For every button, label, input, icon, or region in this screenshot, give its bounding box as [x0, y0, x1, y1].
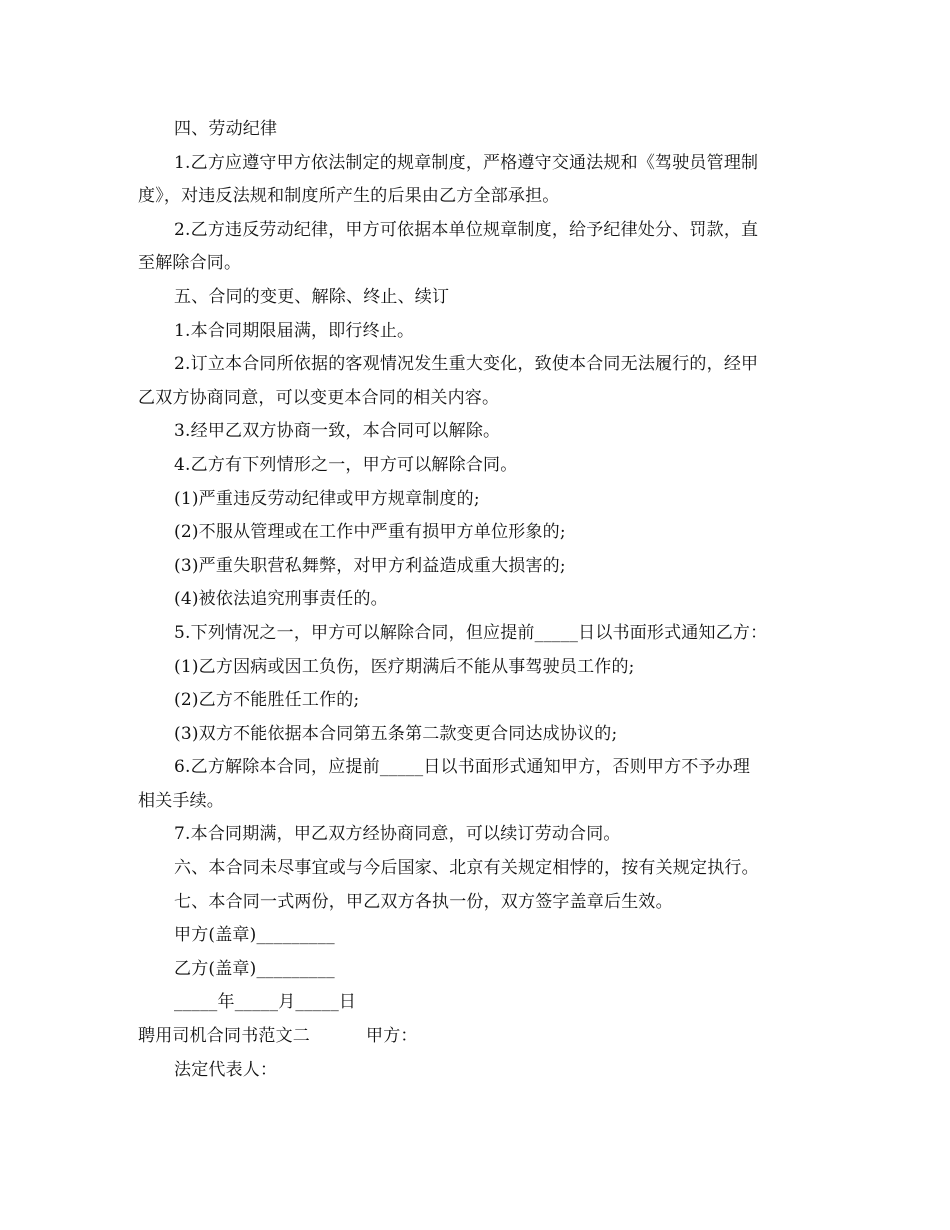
text-line: 五、合同的变更、解除、终止、续订 — [174, 286, 450, 307]
legal-rep-line: 法定代表人： — [174, 1059, 278, 1080]
text-line: 甲方(盖章)_________ — [174, 925, 335, 946]
document-body — [138, 113, 818, 1020]
text-line: (3)双方不能依据本合同第五条第二款变更合同达成协议的; — [174, 723, 618, 744]
text-line: 5.下列情况之一，甲方可以解除合同，但应提前_____日以书面形式通知乙方： — [174, 622, 768, 643]
text-line: 乙双方协商同意，可以变更本合同的相关内容。 — [138, 387, 500, 408]
text-line: 6.乙方解除本合同，应提前_____日以书面形式通知甲方，否则甲方不予办理 — [174, 757, 751, 778]
text-line: 4.乙方有下列情形之一，甲方可以解除合同。 — [174, 454, 518, 475]
title-line — [138, 1020, 818, 1054]
text-line: 3.经甲乙双方协商一致，本合同可以解除。 — [174, 421, 501, 442]
text-line: 四、劳动纪律 — [174, 119, 278, 139]
text-line: (3)严重失职营私舞弊，对甲方利益造成重大损害的; — [174, 555, 566, 576]
text-line: (2)不服从管理或在工作中严重有损甲方单位形象的; — [174, 522, 566, 543]
text-line: 1.本合同期限届满，即行终止。 — [174, 320, 415, 341]
text-line: 1.乙方应遵守甲方依法制定的规章制度，严格遵守交通法规和《驾驶员管理制 — [174, 152, 759, 173]
text-line: (2)乙方不能胜任工作的; — [174, 690, 360, 711]
text-line: (1)严重违反劳动纪律或甲方规章制度的; — [174, 488, 480, 509]
text-line: 7.本合同期满，甲乙双方经协商同意，可以续订劳动合同。 — [174, 824, 621, 845]
document-page — [138, 113, 818, 1087]
text-line: (4)被依法追究刑事责任的。 — [174, 589, 388, 610]
text-line: 2.乙方违反劳动纪律，甲方可依据本单位规章制度，给予纪律处分、罚款，直 — [174, 219, 759, 240]
text-line: 度》，对违反法规和制度所产生的后果由乙方全部承担。 — [138, 186, 560, 207]
text-line: 相关手续。 — [138, 790, 224, 811]
text-line: 2.订立本合同所依据的客观情况发生重大变化，致使本合同无法履行的，经甲 — [174, 354, 759, 375]
text-line: 七、本合同一式两份，甲乙双方各执一份，双方签字盖章后生效。 — [174, 891, 673, 912]
text-line: _____年_____月_____日 — [174, 992, 357, 1013]
party-a-label: 甲方： — [366, 1026, 418, 1047]
text-line: (1)乙方因病或因工负伤，医疗期满后不能从事驾驶员工作的; — [174, 656, 635, 677]
text-line: 至解除合同。 — [138, 253, 242, 274]
text-line: 六、本合同未尽事宜或与今后国家、北京有关规定相悖的，按有关规定执行。 — [174, 858, 759, 879]
text-line: 乙方(盖章)_________ — [174, 958, 335, 979]
doc-title: 聘用司机合同书范文二 — [138, 1026, 310, 1047]
